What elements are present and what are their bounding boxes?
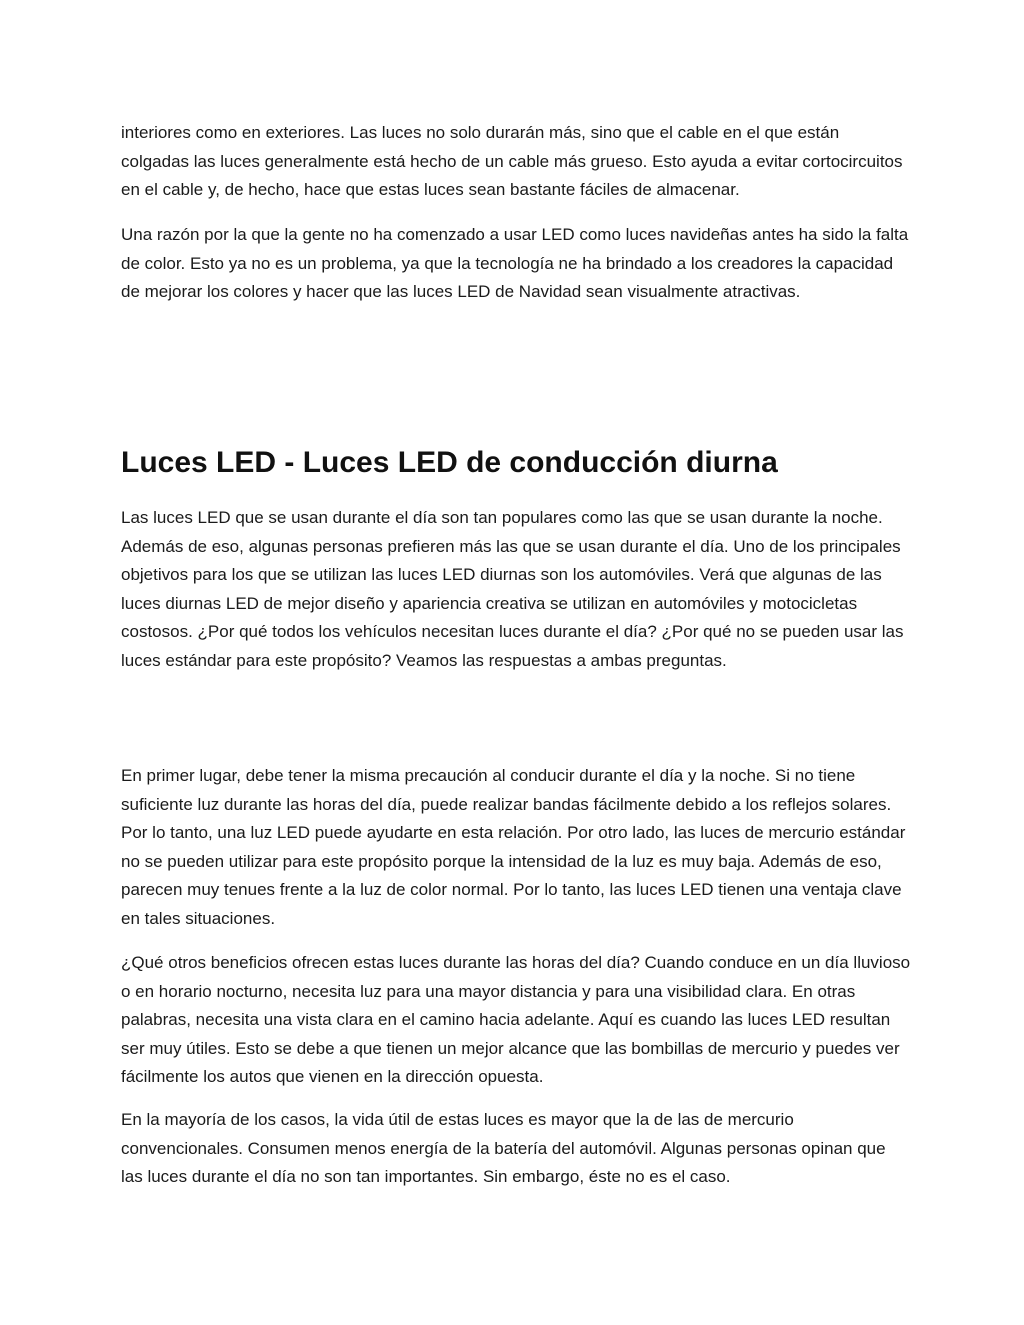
section-heading: Luces LED - Luces LED de conducción diurna (121, 446, 778, 479)
paragraph-daytime-intro: Las luces LED que se usan durante el día son tan populares como las que se usan durante la noche. Además de eso, algunas personas prefieren más las que se usan durante el día. Uno de los principales objetivos para los que se utilizan las luces LED diurnas son los automóviles. Verá que algunas de las luces diurnas LED de mejor diseño y apariencia creativa se utilizan en automóviles y motocicletas costosos. ¿Por qué todos los vehículos necesitan luces durante el día? ¿Por qué no se pueden usar las luces estándar para este propósito? Veamos las respuestas a ambas preguntas. (121, 508, 904, 670)
paragraph-color: Una razón por la que la gente no ha comenzado a usar LED como luces navideñas antes ha sido la falta de color. Esto ya no es un problema, ya que la tecnología ne ha brindado a los creadores la capacidad de mejorar los colores y hacer que las luces LED de Navidad sean visualmente atractivas. (121, 225, 909, 301)
paragraph-storage: interiores como en exteriores. Las luces no solo durarán más, sino que el cable en el que están colgadas las luces generalmente está hecho de un cable más grueso. Esto ayuda a evitar cortocircuitos en el cable y, de hecho, hace que estas luces sean bastante fáciles de almacenar. (121, 123, 903, 199)
paragraph-precaution: En primer lugar, debe tener la misma precaución al conducir durante el día y la noche. Si no tiene suficiente luz durante las horas del día, puede realizar bandas fácilmente debido a los reflejos solares. Por lo tanto, una luz LED puede ayudarte en esta relación. Por otro lado, las luces de mercurio estándar no se pueden utilizar para este propósito porque la intensidad de la luz es muy baja. Además de eso, parecen muy tenues frente a la luz de color normal. Por lo tanto, las luces LED tienen una ventaja clave en tales situaciones. (121, 766, 906, 928)
paragraph-benefits: ¿Qué otros beneficios ofrecen estas luces durante las horas del día? Cuando conduce en un día lluvioso o en horario nocturno, necesita luz para una mayor distancia y para una visibilidad clara. En otras palabras, necesita una vista clara en el camino hacia adelante. Aquí es cuando las luces LED resultan ser muy útiles. Esto se debe a que tienen un mejor alcance que las bombillas de mercurio y puedes ver fácilmente los autos que vienen en la dirección opuesta. (121, 953, 911, 1086)
paragraph-lifespan: En la mayoría de los casos, la vida útil de estas luces es mayor que la de las de mercurio convencionales. Consumen menos energía de la batería del automóvil. Algunas personas opinan que las luces durante el día no son tan importantes. Sin embargo, éste no es el caso. (121, 1110, 886, 1186)
